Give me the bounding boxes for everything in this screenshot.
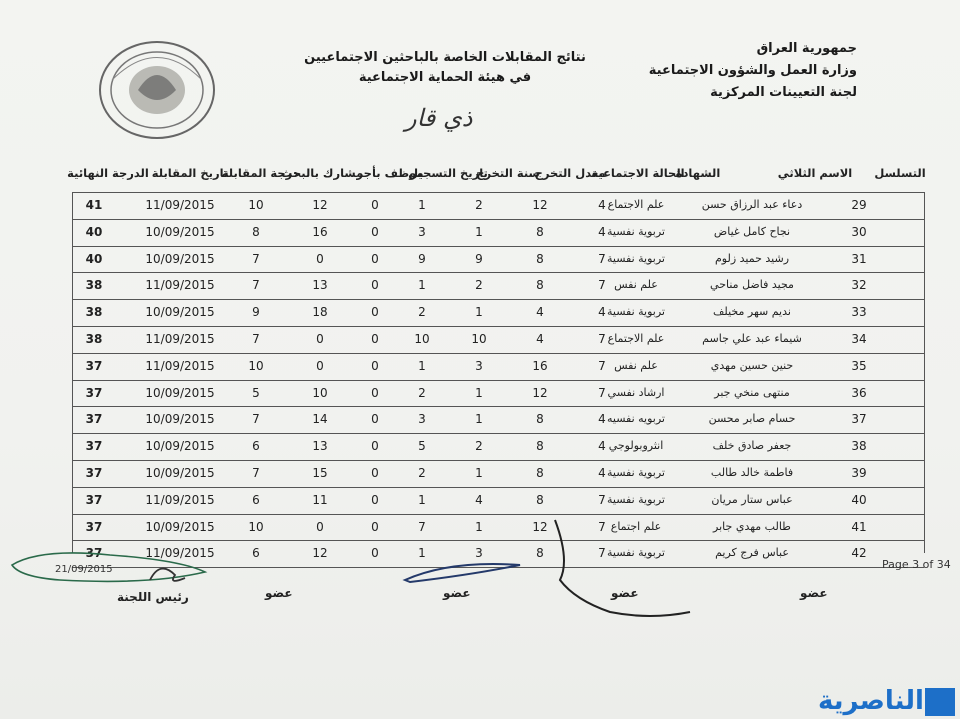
cell-gpa: 8: [536, 439, 544, 454]
cell-score: 6: [252, 492, 260, 507]
cell-gpa: 4: [536, 331, 544, 346]
cell-year: 10: [471, 331, 487, 346]
cell-part: 12: [312, 546, 328, 561]
cell-emp: 0: [371, 385, 379, 400]
cell-degree: تربوية نفسية: [607, 546, 665, 560]
cell-name: شيماء عبد علي جاسم: [702, 331, 802, 345]
cell-name: فاطمة خالد طالب: [710, 465, 794, 479]
cell-final: 37: [85, 412, 103, 427]
cell-reg: 1: [418, 278, 426, 293]
cell-reg: 3: [418, 412, 426, 427]
cell-final: 37: [85, 519, 103, 534]
cell-seq: 39: [851, 465, 867, 480]
cell-year: 1: [475, 305, 483, 320]
cell-seq: 41: [851, 519, 867, 534]
cell-name: دعاء عبد الرزاق حسن: [701, 198, 803, 211]
cell-status: 7: [598, 385, 606, 400]
cell-seq: 37: [851, 412, 867, 427]
col-score: درجة المقابلة: [221, 166, 299, 180]
cell-status: 4: [598, 412, 606, 427]
cell-year: 3: [475, 546, 483, 561]
cell-year: 3: [475, 358, 483, 373]
cell-seq: 36: [851, 385, 867, 400]
cell-part: 10: [312, 385, 328, 400]
cell-status: 7: [598, 278, 606, 293]
cell-score: 7: [252, 465, 260, 480]
col-status: الحالة الاجتماعية: [591, 166, 685, 180]
role-member-1: عضو: [265, 586, 293, 600]
cell-score: 8: [252, 224, 260, 239]
cell-degree: انثروبولوجي: [608, 439, 664, 453]
cell-seq: 35: [851, 358, 867, 373]
role-chair: رئيس اللجنة: [117, 590, 189, 604]
role-member-4: عضو: [800, 586, 828, 600]
cell-seq: 33: [851, 305, 867, 320]
cell-degree: علم نفس: [614, 278, 658, 292]
cell-gpa: 8: [536, 465, 544, 480]
cell-gpa: 8: [536, 492, 544, 507]
cell-gpa: 8: [536, 278, 544, 293]
cell-status: 7: [598, 492, 606, 507]
cell-reg: 2: [418, 385, 426, 400]
cell-final: 41: [85, 198, 103, 212]
cell-degree: تربوية نفسية: [607, 224, 665, 238]
cell-name: عباس فرج كريم: [715, 546, 789, 560]
cell-final: 37: [85, 546, 103, 561]
cell-date: 10/09/2015: [145, 412, 215, 427]
cell-year: 2: [475, 278, 483, 293]
cell-final: 37: [85, 358, 103, 373]
cell-part: 18: [312, 305, 328, 320]
col-year: سنة التخرج: [476, 166, 540, 180]
cell-date: 10/09/2015: [145, 439, 215, 454]
cell-date: 10/09/2015: [145, 519, 215, 534]
cell-final: 38: [85, 305, 103, 320]
cell-year: 1: [475, 224, 483, 239]
cell-score: 5: [252, 385, 260, 400]
cell-degree: تربويه نفسيه: [607, 412, 665, 426]
cell-part: 0: [316, 251, 324, 266]
cell-reg: 9: [418, 251, 426, 266]
cell-name: منتهى منخي جبر: [714, 385, 790, 399]
cell-date: 11/09/2015: [145, 492, 215, 507]
cell-seq: 29: [851, 198, 867, 212]
cell-name: مجيد فاضل مناحي: [710, 278, 794, 292]
cell-seq: 34: [851, 331, 867, 346]
cell-reg: 10: [414, 331, 430, 346]
cell-seq: 40: [851, 492, 867, 507]
cell-seq: 30: [851, 224, 867, 239]
cell-status: 7: [598, 519, 606, 534]
cell-date: 10/09/2015: [145, 251, 215, 266]
cell-reg: 1: [418, 198, 426, 212]
cell-reg: 2: [418, 465, 426, 480]
cell-emp: 0: [371, 358, 379, 373]
cell-degree: تربوية نفسية: [607, 465, 665, 479]
header-line-republic: جمهورية العراق: [756, 41, 857, 56]
cell-final: 37: [85, 492, 103, 507]
cell-final: 37: [85, 465, 103, 480]
cell-gpa: 4: [536, 305, 544, 320]
cell-degree: تربوية نفسية: [607, 251, 665, 265]
cell-name: حنين حسين مهدي: [710, 358, 794, 372]
cell-status: 7: [598, 331, 606, 346]
cell-name: طالب مهدي جابر: [713, 519, 791, 533]
cell-emp: 0: [371, 331, 379, 346]
col-reg: تاريخ التسجيل: [408, 166, 488, 180]
cell-name: نجاح كامل غياض: [713, 224, 791, 238]
cell-emp: 0: [371, 198, 379, 212]
cell-score: 10: [248, 198, 264, 212]
cell-part: 16: [312, 224, 328, 239]
cell-part: 0: [316, 358, 324, 373]
cell-part: 14: [312, 412, 328, 427]
cell-emp: 0: [371, 465, 379, 480]
cell-degree: تربوية نفسية: [607, 492, 665, 506]
cell-score: 10: [248, 519, 264, 534]
cell-reg: 2: [418, 305, 426, 320]
cell-status: 7: [598, 358, 606, 373]
cell-degree: علم الاجتماع: [607, 331, 665, 345]
cell-final: 38: [85, 278, 103, 293]
cell-reg: 1: [418, 546, 426, 561]
cell-status: 7: [598, 546, 606, 561]
col-final: الدرجة النهائية: [67, 166, 149, 180]
cell-degree: علم الاجتماع: [607, 198, 665, 211]
col-part: مشارك بالبحث: [280, 166, 364, 180]
cell-gpa: 8: [536, 546, 544, 561]
role-member-3: عضو: [611, 586, 639, 600]
col-date: تاريخ المقابلة: [151, 166, 229, 180]
cell-year: 1: [475, 412, 483, 427]
cell-date: 10/09/2015: [145, 224, 215, 239]
cell-reg: 1: [418, 492, 426, 507]
col-name: الاسم الثلاثي: [777, 166, 853, 180]
cell-date: 11/09/2015: [145, 278, 215, 293]
cell-status: 4: [598, 224, 606, 239]
cell-final: 40: [85, 224, 103, 239]
cell-part: 12: [312, 198, 328, 212]
cell-part: 0: [316, 331, 324, 346]
cell-final: 38: [85, 331, 103, 346]
cell-emp: 0: [371, 546, 379, 561]
cell-emp: 0: [371, 251, 379, 266]
cell-year: 1: [475, 519, 483, 534]
header-line-ministry: وزارة العمل والشؤون الاجتماعية: [648, 63, 857, 78]
cell-gpa: 8: [536, 412, 544, 427]
col-degree: الشهادة: [675, 166, 721, 180]
cell-gpa: 12: [532, 385, 548, 400]
cell-seq: 32: [851, 278, 867, 293]
cell-status: 4: [598, 198, 606, 212]
role-member-2: عضو: [443, 586, 471, 600]
cell-status: 4: [598, 465, 606, 480]
cell-gpa: 12: [532, 519, 548, 534]
cell-seq: 31: [851, 251, 867, 266]
cell-degree: ارشاد نفسي: [607, 385, 665, 399]
cell-date: 11/09/2015: [145, 358, 215, 373]
cell-status: 4: [598, 305, 606, 320]
cell-year: 2: [475, 198, 483, 212]
handwritten-city: ذي قار: [405, 104, 473, 132]
cell-date: 11/09/2015: [145, 331, 215, 346]
cell-reg: 7: [418, 519, 426, 534]
title-line-2: في هيئة الحماية الاجتماعية: [358, 70, 532, 85]
logo-mark-icon: [925, 688, 955, 716]
cell-name: نديم سهر مخيلف: [713, 305, 791, 319]
cell-part: 13: [312, 439, 328, 454]
cell-final: 37: [85, 385, 103, 400]
cell-gpa: 16: [532, 358, 548, 373]
cell-score: 9: [252, 305, 260, 320]
col-emp: موظف بأجر: [356, 166, 424, 180]
watermark-logo: الناصرية: [818, 686, 924, 716]
cell-status: 7: [598, 251, 606, 266]
cell-seq: 42: [851, 546, 867, 561]
cell-score: 7: [252, 278, 260, 293]
cell-gpa: 8: [536, 224, 544, 239]
cell-part: 11: [312, 492, 328, 507]
cell-part: 0: [316, 519, 324, 534]
cell-score: 7: [252, 251, 260, 266]
cell-name: جعفر صادق خلف: [712, 439, 792, 453]
cell-year: 9: [475, 251, 483, 266]
cell-score: 10: [248, 358, 264, 373]
cell-final: 37: [85, 439, 103, 454]
cell-date: 10/09/2015: [145, 465, 215, 480]
cell-reg: 1: [418, 358, 426, 373]
cell-year: 1: [475, 385, 483, 400]
signature-date: 21/09/2015: [55, 564, 113, 575]
header-line-committee: لجنة التعيينات المركزية: [710, 85, 857, 100]
cell-degree: علم اجتماع: [610, 519, 662, 533]
cell-part: 13: [312, 278, 328, 293]
cell-gpa: 8: [536, 251, 544, 266]
cell-name: عباس ستار مريان: [711, 492, 793, 506]
page-number: Page 3 of 34: [882, 558, 951, 571]
cell-emp: 0: [371, 278, 379, 293]
cell-status: 4: [598, 439, 606, 454]
cell-reg: 3: [418, 224, 426, 239]
cell-final: 40: [85, 251, 103, 266]
cell-emp: 0: [371, 492, 379, 507]
cell-seq: 38: [851, 439, 867, 454]
cell-emp: 0: [371, 439, 379, 454]
cell-name: حسام صابر محسن: [708, 412, 796, 426]
title-line-1: نتائج المقابلات الخاصة بالباحثين الاجتماعيين: [304, 50, 586, 65]
cell-degree: تربوية نفسية: [607, 305, 665, 319]
cell-emp: 0: [371, 412, 379, 427]
cell-score: 6: [252, 439, 260, 454]
cell-emp: 0: [371, 224, 379, 239]
cell-score: 7: [252, 412, 260, 427]
cell-score: 6: [252, 546, 260, 561]
cell-emp: 0: [371, 305, 379, 320]
cell-degree: علم نفس: [614, 358, 658, 372]
col-gpa: معدل التخرج: [534, 166, 606, 180]
cell-score: 7: [252, 331, 260, 346]
cell-name: رشيد حميد زلوم: [714, 251, 790, 265]
cell-date: 10/09/2015: [145, 305, 215, 320]
cell-year: 1: [475, 465, 483, 480]
cell-emp: 0: [371, 519, 379, 534]
cell-date: 11/09/2015: [145, 198, 215, 212]
col-seq: التسلسل: [874, 166, 926, 180]
cell-part: 15: [312, 465, 328, 480]
cell-year: 2: [475, 439, 483, 454]
cell-date: 11/09/2015: [145, 546, 215, 561]
cell-gpa: 12: [532, 198, 548, 212]
cell-year: 4: [475, 492, 483, 507]
cell-reg: 5: [418, 439, 426, 454]
cell-date: 10/09/2015: [145, 385, 215, 400]
